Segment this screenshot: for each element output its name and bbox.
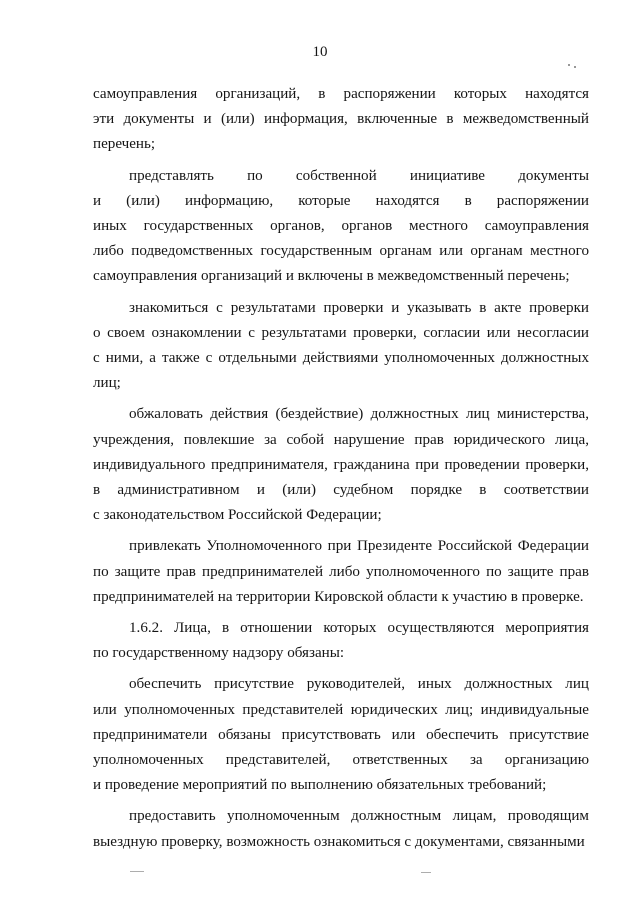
text-line: и (или) информацию, которые находятся в распоряжении [93,192,589,209]
text-line: обжаловать действия (бездействие) должностных лиц министерства, [129,406,589,423]
text-line: уполномоченных представителей, ответственных за организацию [93,752,589,769]
text-line: предприниматели обязаны присутствовать или обеспечить присутствие [93,726,589,743]
text-line: самоуправления организаций, в распоряжении которых находятся [93,86,589,102]
text-line: и проведение мероприятий по выполнению обязательных требований; [93,777,547,794]
text-line: знакомиться с результатами проверки и указывать в акте проверки [129,299,589,316]
text-line: предоставить уполномоченным должностным лицам, проводящим [129,808,589,825]
scan-speck [574,66,576,68]
scan-speck [568,64,570,66]
page-number: 10 [312,44,328,60]
scan-mark [421,872,431,873]
scan-mark [130,871,144,872]
paragraph [93,804,589,854]
text-line: о своем ознакомлении с результатами проверки, согласии или несогласии [93,324,589,341]
paragraph [93,296,589,397]
text-line: по защите прав предпринимателей либо уполномоченного по защите прав [93,563,589,580]
body-text [93,82,589,861]
text-line: или уполномоченных представителей юридических лиц; индивидуальные [93,701,589,718]
paragraph [93,82,589,158]
text-line: иных государственных органов, органов местного самоуправления [93,218,589,235]
paragraph [93,534,589,610]
text-line: представлять по собственной инициативе документы [129,167,589,184]
text-line: либо подведомственных государственным органам или органам местного [93,243,589,260]
text-line: самоуправления организаций и включены в межведомственный перечень; [93,268,570,285]
text-line: эти документы и (или) информация, включенные в межведомственный [93,111,589,128]
paragraph [93,164,589,290]
text-line: 1.6.2. Лица, в отношении которых осуществляются мероприятия [129,620,589,637]
paragraph [93,402,589,528]
text-line: лиц; [93,375,121,392]
text-line: привлекать Уполномоченного при Президенте Российской Федерации [129,538,589,555]
text-line: выездную проверку, возможность ознакомиться с документами, связанными [93,833,585,850]
text-line: с законодательством Российской Федерации; [93,507,382,524]
text-line: перечень; [93,136,156,153]
text-line: предпринимателей на территории Кировской области к участию в проверке. [93,588,584,605]
text-line: по государственному надзору обязаны: [93,645,345,662]
text-line: обеспечить присутствие руководителей, иных должностных лиц [129,676,589,693]
paragraph [93,672,589,798]
paragraph [93,616,589,666]
text-line: индивидуального предпринимателя, гражданина при проведении проверки, [93,456,589,473]
text-line: в административном и (или) судебном порядке в соответствии [93,482,589,499]
text-line: с ними, а также с отдельными действиями уполномоченных должностных [93,350,589,367]
text-line: учреждения, повлекшие за собой нарушение прав юридического лица, [93,431,589,448]
